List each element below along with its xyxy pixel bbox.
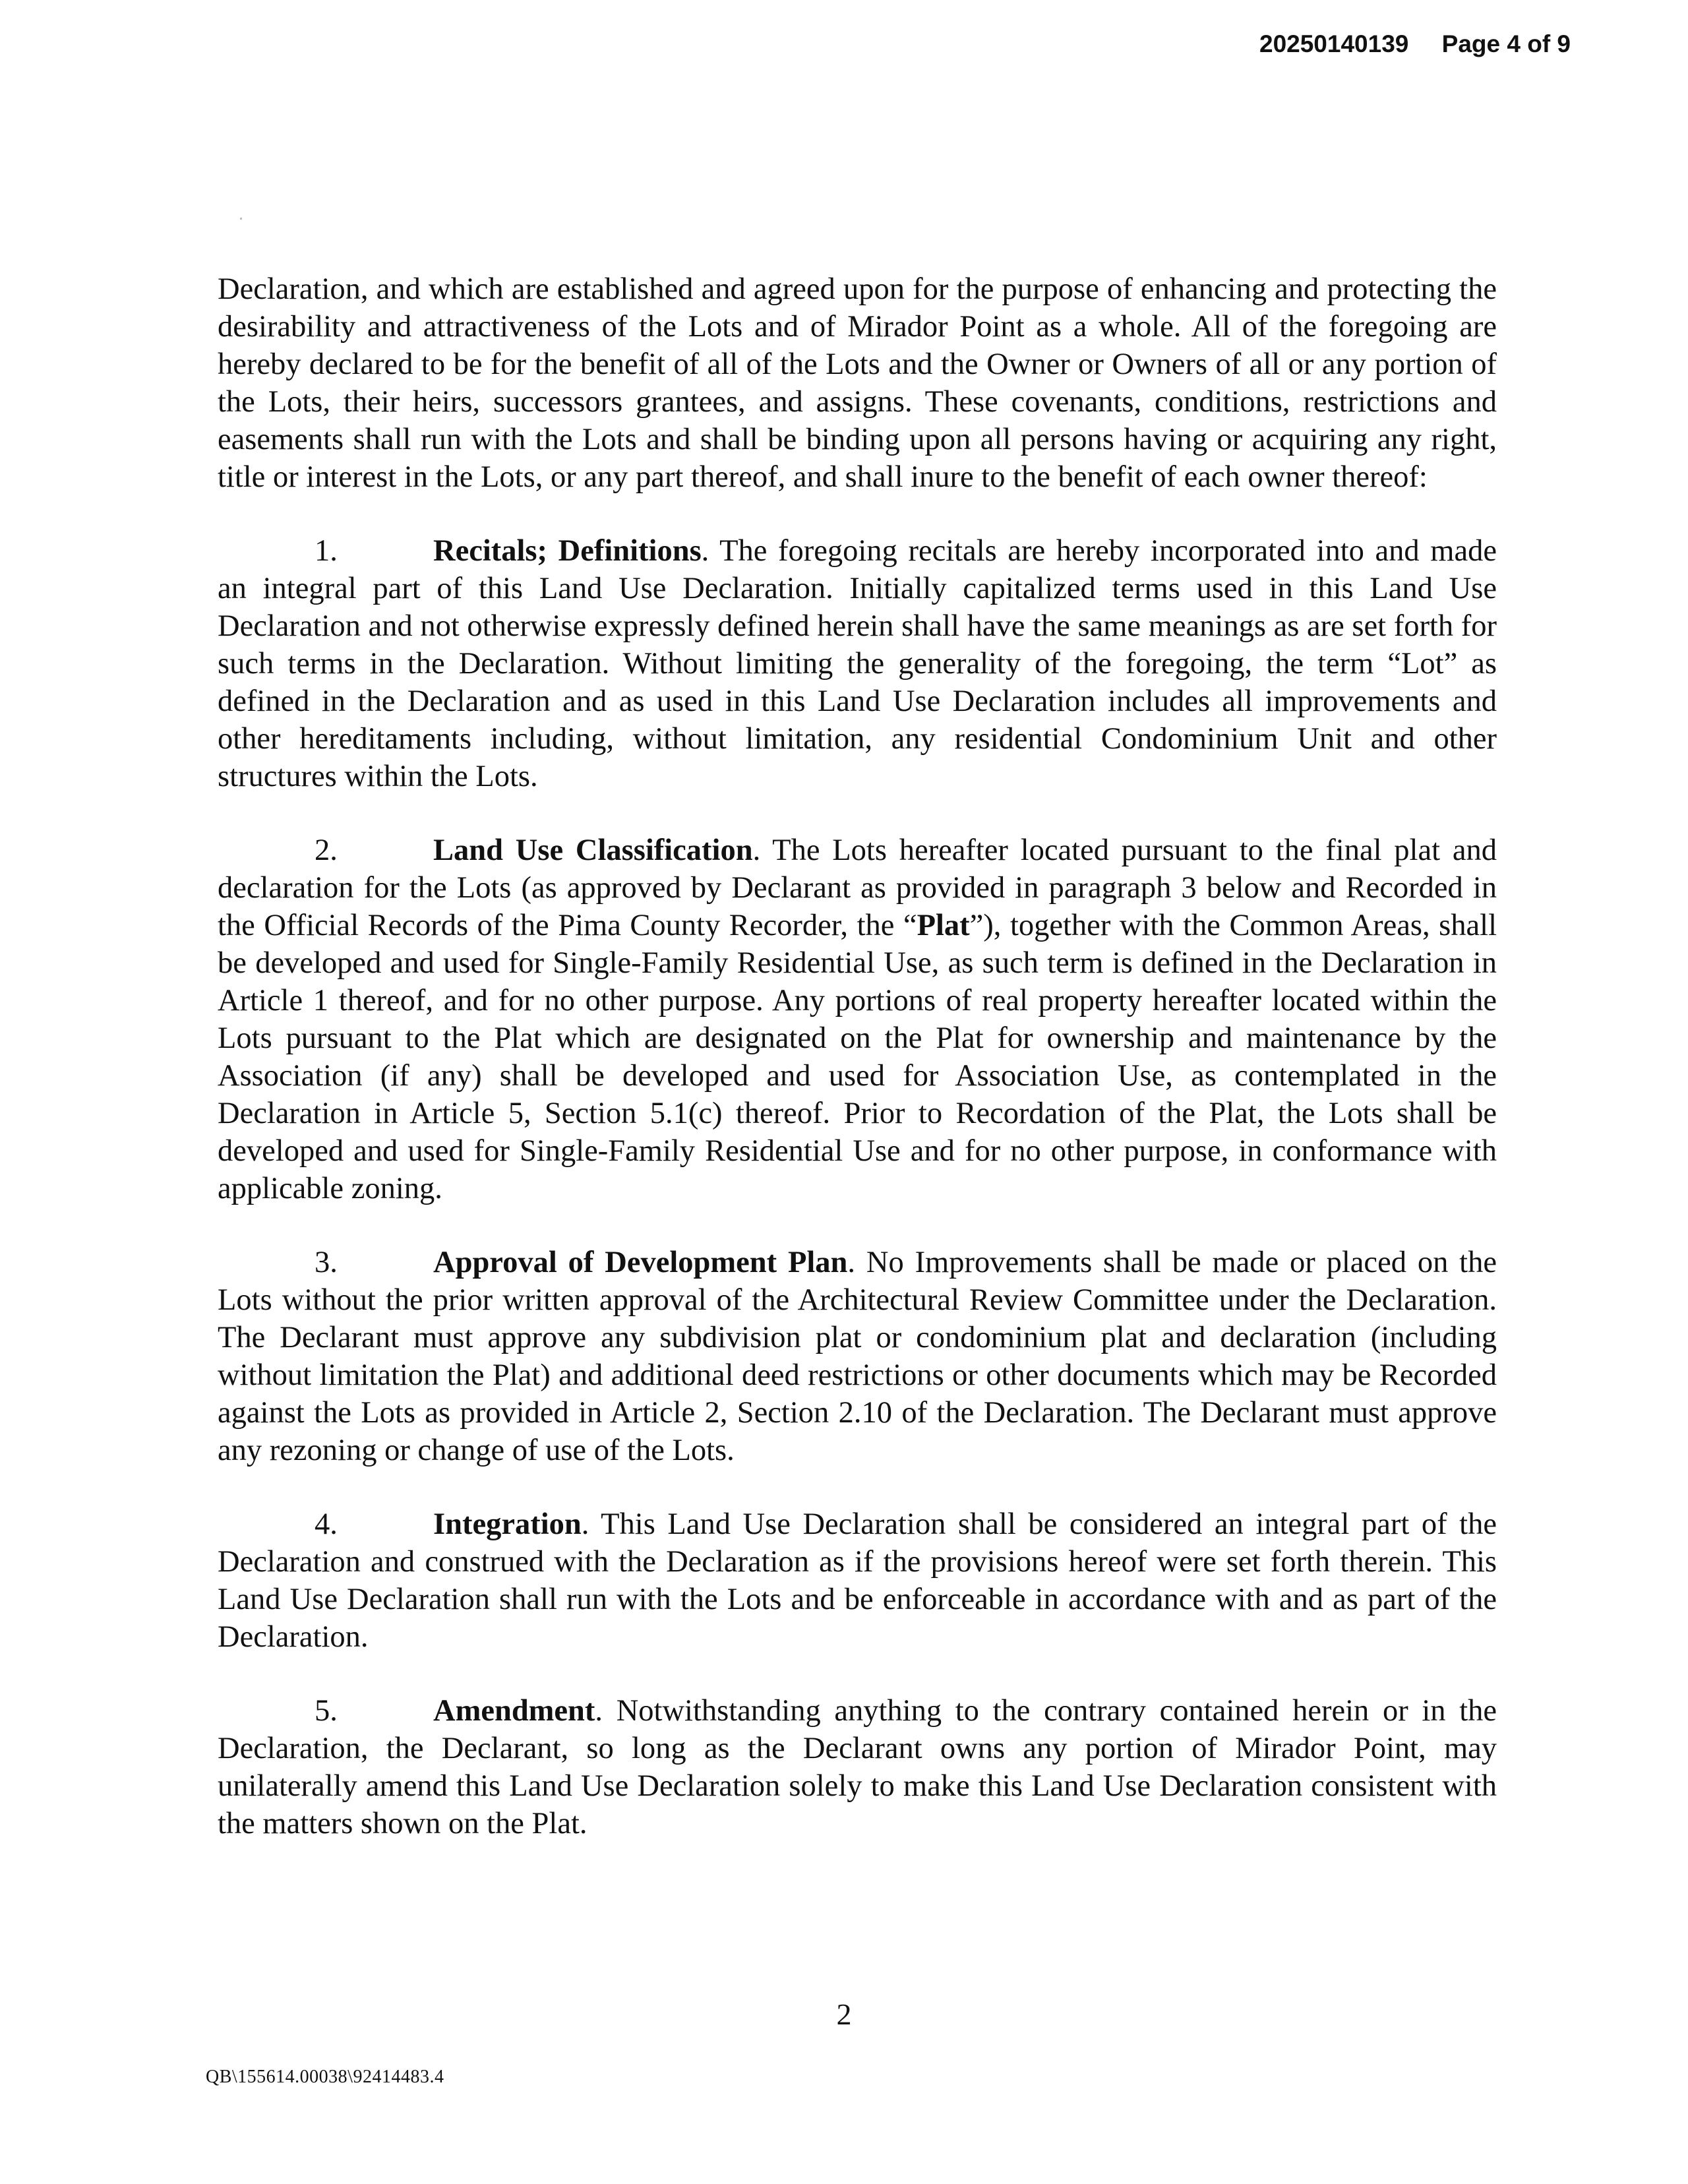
section-text: . The foregoing recitals are hereby incorporated into and made an integral part of this Land Use Declaration. Initially capitalized terms used in this Land Use Declaration and not otherwise expressly defined herein shall have the same meanings as are set forth for such terms in the Declaration. Without limiting the generality of the foregoing, the term “Lot” as defined in the Declaration and as used in this Land Use Declaration includes all improvements and other hereditaments including, without limitation, any residential Condominium Unit and other structures within the Lots. (218, 534, 1497, 793)
section-3 (218, 1244, 1497, 1469)
section-number: 4. (315, 1507, 338, 1541)
section-number: 5. (315, 1694, 338, 1728)
section-heading: Approval of Development Plan (433, 1246, 848, 1279)
page-number: 2 (836, 1997, 852, 2031)
page-indicator: Page 4 of 9 (1441, 30, 1571, 57)
section-number: 1. (315, 534, 338, 568)
section-heading: Recitals; Definitions (433, 534, 702, 568)
section-5 (218, 1692, 1497, 1842)
section-4 (218, 1505, 1497, 1656)
scan-speck (240, 218, 242, 220)
document-number: 20250140139 (1259, 30, 1409, 57)
document-body (218, 270, 1497, 1879)
section-2 (218, 832, 1497, 1207)
section-text-continued: ”), together with the Common Areas, shall be developed and used for Single-Family Residential Use, as such term is defined in the Declaration in Article 1 thereof, and for no other purpose. Any portions of real property hereafter located within the Lots pursuant to the Plat which are designated on the Plat for ownership and maintenance by the Association (if any) shall be developed and used for Association Use, as contemplated in the Declaration in Article 5, Section 5.1(c) thereof. Prior to Recordation of the Plat, the Lots shall be developed and used for Single-Family Residential Use and for no other purpose, in conformance with applicable zoning. (218, 909, 1497, 1205)
section-heading: Land Use Classification (433, 834, 753, 867)
recording-header (1259, 30, 1571, 58)
section-1 (218, 532, 1497, 795)
section-heading: Integration (433, 1507, 582, 1541)
defined-term: Plat (917, 909, 970, 942)
section-number: 2. (315, 834, 338, 867)
section-heading: Amendment (433, 1694, 595, 1728)
section-number: 3. (315, 1246, 338, 1279)
section-text: . No Improvements shall be made or placed on the Lots without the prior written approval of the Architectural Review Committee under the Declaration. The Declarant must approve any subdivision plat or condominium plat and declaration (including without limitation the Plat) and additional deed restrictions or other documents which may be Recorded against the Lots as provided in Article 2, Section 2.10 of the Declaration. The Declarant must approve any rezoning or change of use of the Lots. (218, 1246, 1497, 1467)
intro-paragraph: Declaration, and which are established and agreed upon for the purpose of enhancing and protecting the desirability and attractiveness of the Lots and of Mirador Point as a whole. All of the foregoing are hereby declared to be for the benefit of all of the Lots and the Owner or Owners of all or any portion of the Lots, their heirs, successors grantees, and assigns. These covenants, conditions, restrictions and easements shall run with the Lots and shall be binding upon all persons having or acquiring any right, title or interest in the Lots, or any part thereof, and shall inure to the benefit of each owner thereof: (218, 272, 1497, 494)
section-text: . This Land Use Declaration shall be considered an integral part of the Declaration and construed with the Declaration as if the provisions hereof were set forth therein. This Land Use Declaration shall run with the Lots and be enforceable in accordance with and as part of the Declaration. (218, 1507, 1497, 1654)
section-text: . Notwithstanding anything to the contrary contained herein or in the Declaration, the Declarant, so long as the Declarant owns any portion of Mirador Point, may unilaterally amend this Land Use Declaration solely to make this Land Use Declaration consistent with the matters shown on the Plat. (218, 1694, 1497, 1840)
section-text: . The Lots hereafter located pursuant to the final plat and declaration for the Lots (as approved by Declarant as provided in paragraph 3 below and Recorded in the Official Records of the Pima County Recorder, the “ (218, 834, 1497, 942)
footer-document-id: QB\155614.00038\92414483.4 (206, 2067, 444, 2087)
